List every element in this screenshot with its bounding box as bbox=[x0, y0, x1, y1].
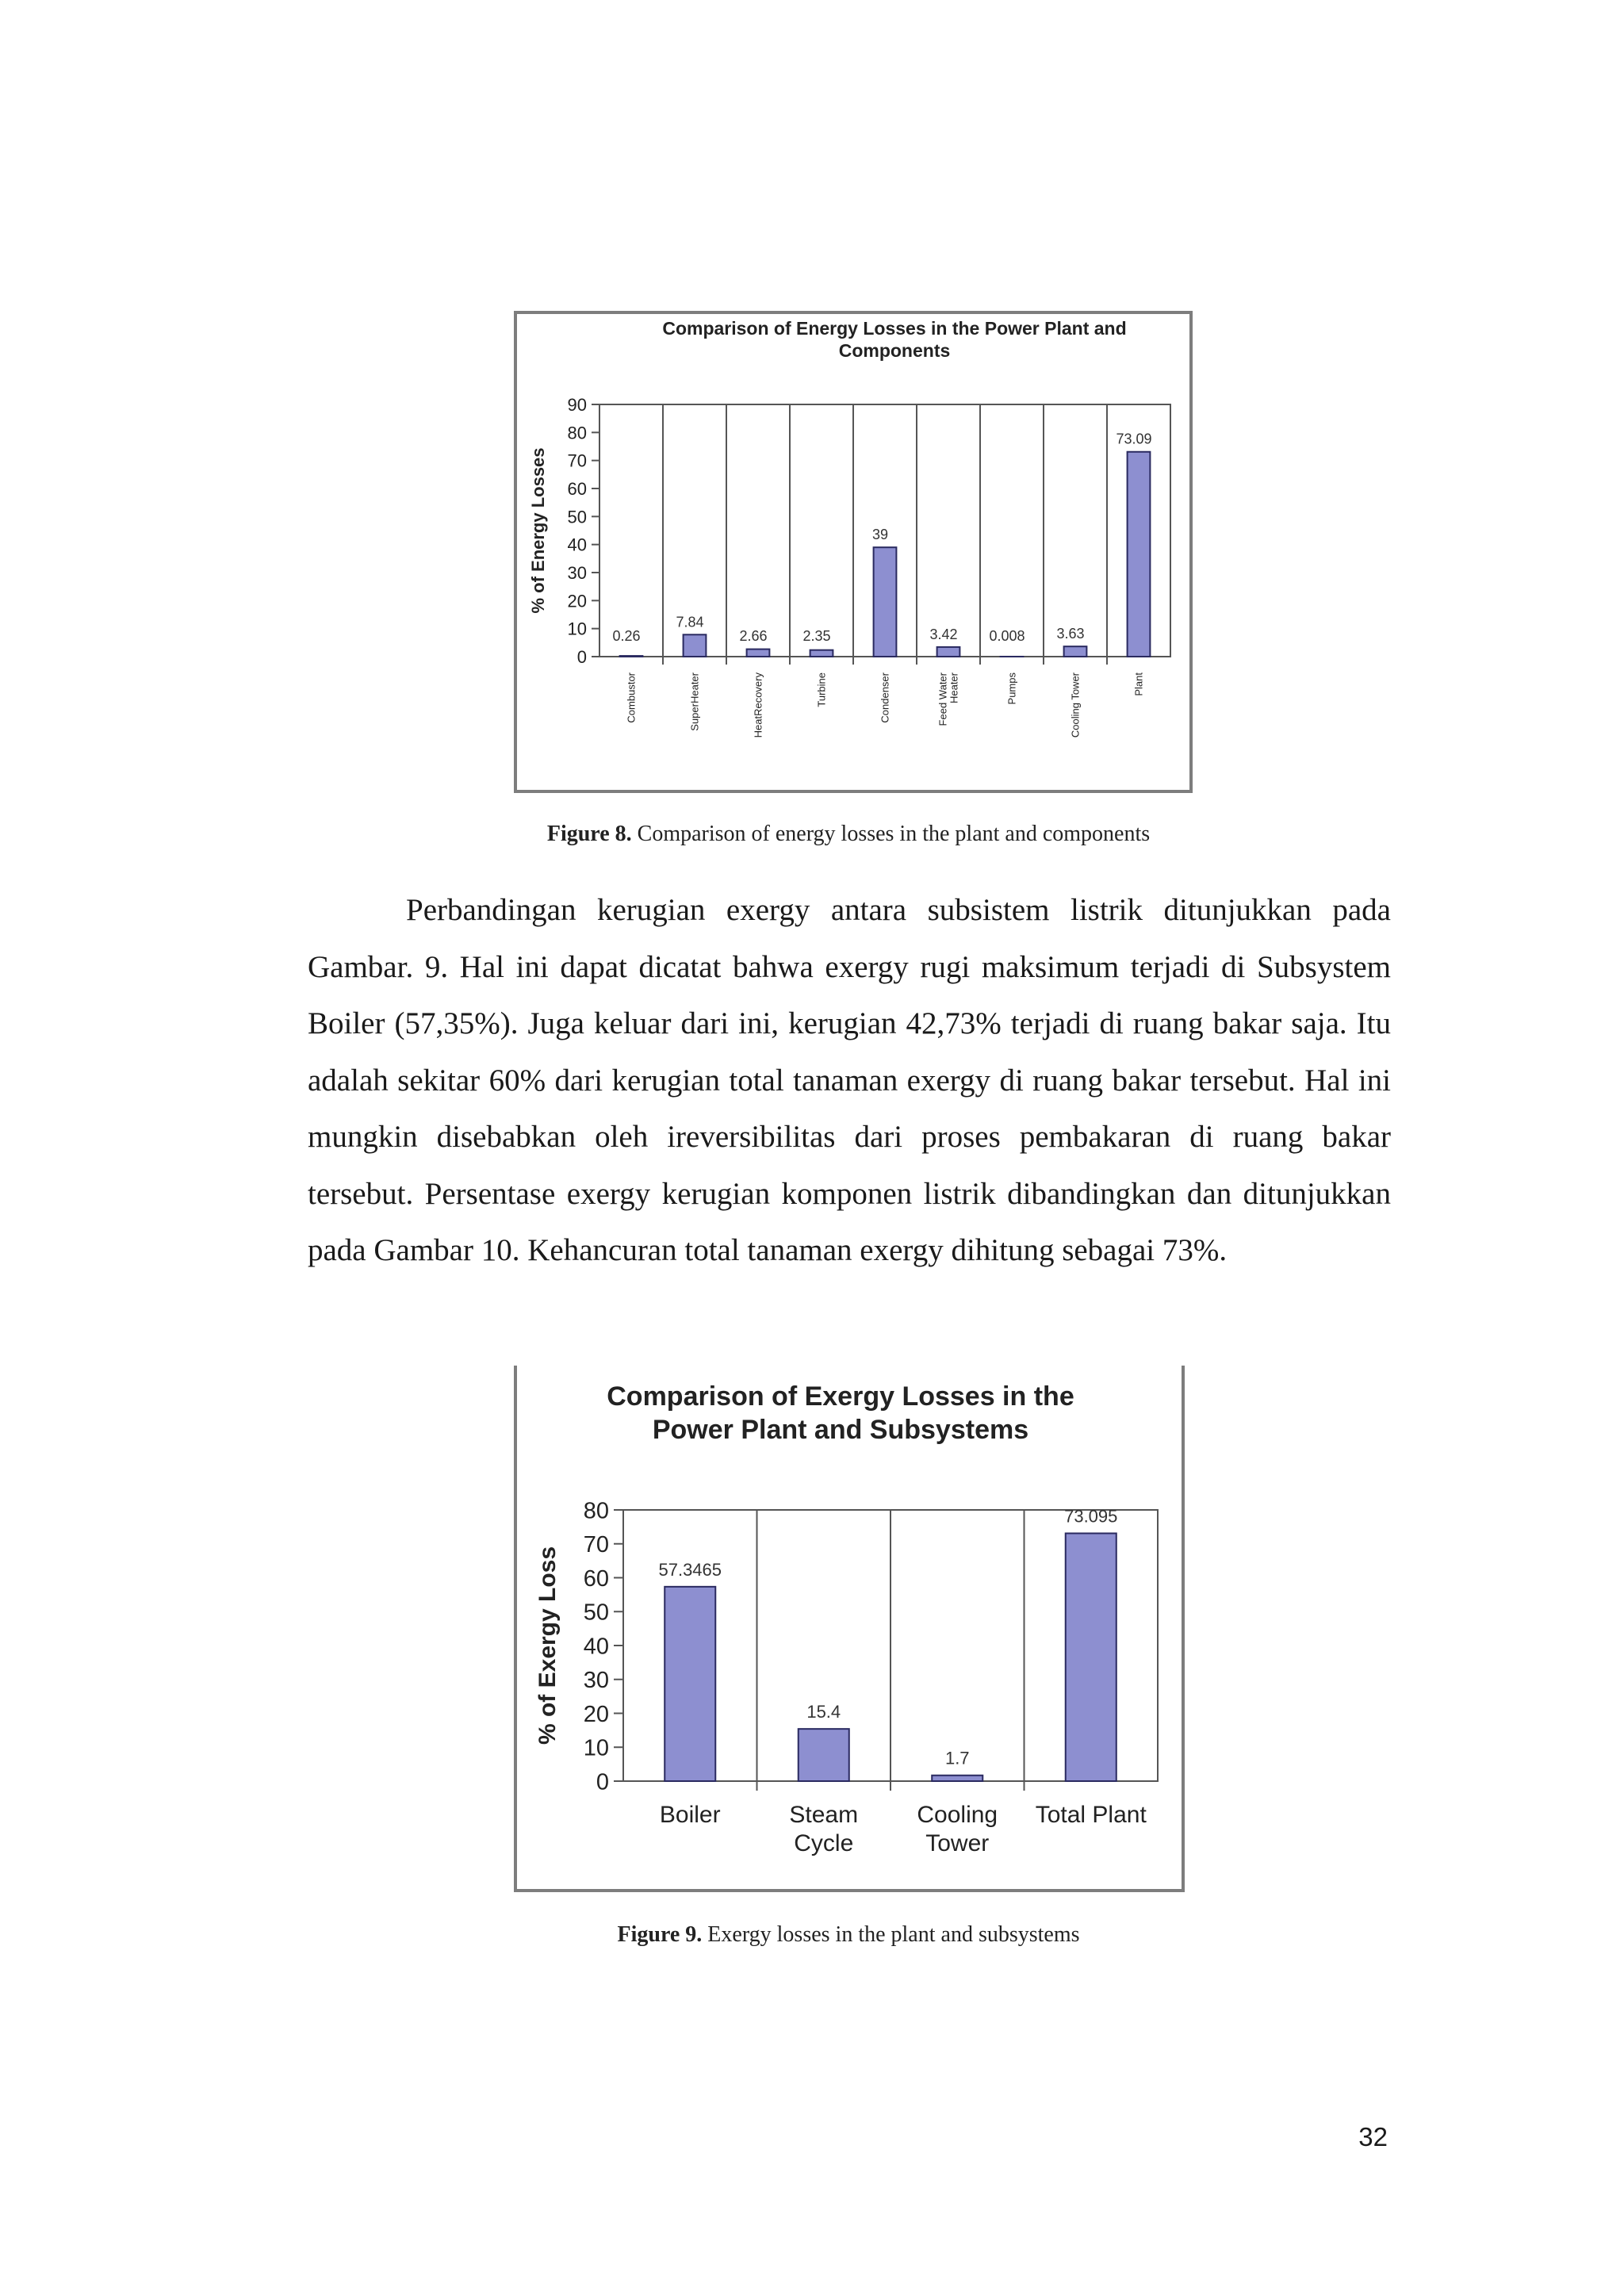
y-tick-label: 80 bbox=[567, 423, 587, 443]
figure-8-caption-text: Comparison of energy losses in the plant and components bbox=[631, 822, 1151, 846]
data-label: 1.7 bbox=[944, 1748, 970, 1768]
data-label: 2.35 bbox=[802, 628, 831, 644]
data-label: 73.095 bbox=[1064, 1506, 1118, 1527]
category-label: Total Plant bbox=[1035, 1802, 1147, 1828]
y-axis-label: % of Exergy Loss bbox=[534, 1546, 561, 1745]
body-paragraph bbox=[308, 882, 1391, 1279]
category-label: SuperHeater bbox=[688, 672, 701, 731]
category-label: Steam bbox=[789, 1802, 859, 1828]
y-tick-label: 60 bbox=[583, 1565, 609, 1592]
y-tick-label: 70 bbox=[567, 450, 587, 471]
figure-9-caption bbox=[444, 1922, 1253, 1948]
data-label: 57.3465 bbox=[658, 1559, 722, 1580]
bar bbox=[810, 650, 833, 657]
figure-8-label: Figure 8. bbox=[546, 822, 632, 846]
data-label: 0.26 bbox=[612, 628, 641, 644]
y-axis-label: % of Energy Losses bbox=[528, 447, 548, 614]
category-label: Cooling bbox=[917, 1802, 998, 1828]
category-label: Boiler bbox=[659, 1802, 721, 1828]
bar bbox=[1064, 646, 1087, 657]
category-label: Turbine bbox=[815, 672, 828, 707]
page-number: 32 bbox=[1358, 2122, 1388, 2151]
exergy-losses-chart bbox=[514, 1366, 1185, 1892]
category-label: Heater bbox=[948, 672, 960, 704]
y-tick-label: 30 bbox=[567, 562, 587, 583]
energy-losses-chart-svg bbox=[517, 314, 1189, 790]
y-tick-label: 20 bbox=[567, 591, 587, 611]
figure-9-caption-text: Exergy losses in the plant and subsystems bbox=[702, 1922, 1080, 1947]
data-label: 3.42 bbox=[929, 626, 958, 642]
y-tick-label: 40 bbox=[583, 1634, 609, 1660]
y-tick-label: 70 bbox=[583, 1532, 609, 1558]
category-label: Tower bbox=[925, 1830, 990, 1856]
data-label: 7.84 bbox=[676, 614, 704, 630]
y-tick-label: 0 bbox=[596, 1769, 609, 1795]
figure-8-caption bbox=[444, 822, 1253, 847]
energy-losses-chart bbox=[514, 311, 1193, 793]
chart-title: Comparison of Exergy Losses in the bbox=[607, 1381, 1074, 1412]
data-label: 15.4 bbox=[806, 1702, 841, 1722]
data-label: 2.66 bbox=[739, 628, 768, 644]
y-tick-label: 10 bbox=[567, 619, 587, 639]
y-tick-label: 30 bbox=[583, 1668, 609, 1694]
y-tick-label: 60 bbox=[567, 478, 587, 499]
category-label: Plant bbox=[1132, 672, 1145, 696]
y-tick-label: 50 bbox=[583, 1600, 609, 1626]
chart-title: Power Plant and Subsystems bbox=[652, 1415, 1029, 1445]
bar bbox=[1066, 1534, 1116, 1781]
data-label: 39 bbox=[871, 527, 889, 543]
data-label: 73.09 bbox=[1116, 431, 1152, 447]
category-label: HeatRecovery bbox=[752, 672, 764, 738]
category-label: Cycle bbox=[794, 1830, 854, 1856]
y-tick-label: 0 bbox=[576, 646, 587, 667]
bar bbox=[799, 1729, 849, 1781]
category-label: Cooling Tower bbox=[1069, 672, 1082, 738]
chart-title: Comparison of Energy Losses in the Power Plant and bbox=[662, 318, 1127, 339]
bar bbox=[1128, 452, 1151, 657]
exergy-losses-chart-svg bbox=[517, 1366, 1182, 1889]
bar bbox=[620, 656, 643, 657]
y-tick-label: 10 bbox=[583, 1735, 609, 1761]
bar bbox=[932, 1776, 982, 1781]
category-label: Feed Water bbox=[936, 672, 949, 726]
y-tick-label: 80 bbox=[583, 1498, 609, 1524]
category-label: Combustor bbox=[625, 672, 638, 723]
y-tick-label: 50 bbox=[567, 507, 587, 527]
bar bbox=[665, 1587, 715, 1781]
body-paragraph-text: Perbandingan kerugian exergy antara subsistem listrik ditunjukkan pada Gambar. 9. Hal ini dapat dicatat bahwa exergy rugi maksimum terjadi di Subsystem Boiler (57,35%). Juga keluar dari ini, kerugian 42,73% terjadi di ruang bakar saja. Itu adalah sekitar 60% dari kerugian total tanaman exergy di ruang bakar tersebut. Hal ini mungkin disebabkan oleh ireversibilitas dari proses pembakaran di ruang bakar tersebut. Persentase exergy kerugian komponen listrik dibandingkan dan ditunjukkan pada Gambar 10. Kehancuran total tanaman exergy dihitung sebagai 73%. bbox=[308, 893, 1391, 1267]
data-label: 0.008 bbox=[989, 628, 1025, 644]
y-tick-label: 40 bbox=[567, 534, 587, 555]
bar bbox=[747, 649, 770, 657]
bar bbox=[684, 634, 707, 657]
chart-title: Components bbox=[838, 340, 951, 361]
y-tick-label: 90 bbox=[567, 394, 587, 415]
figure-9-label: Figure 9. bbox=[617, 1922, 703, 1947]
data-label: 3.63 bbox=[1056, 626, 1085, 642]
bar bbox=[937, 647, 960, 657]
category-label: Condenser bbox=[879, 672, 891, 723]
y-tick-label: 20 bbox=[583, 1701, 609, 1727]
category-label: Pumps bbox=[1005, 672, 1018, 705]
bar bbox=[874, 547, 897, 657]
